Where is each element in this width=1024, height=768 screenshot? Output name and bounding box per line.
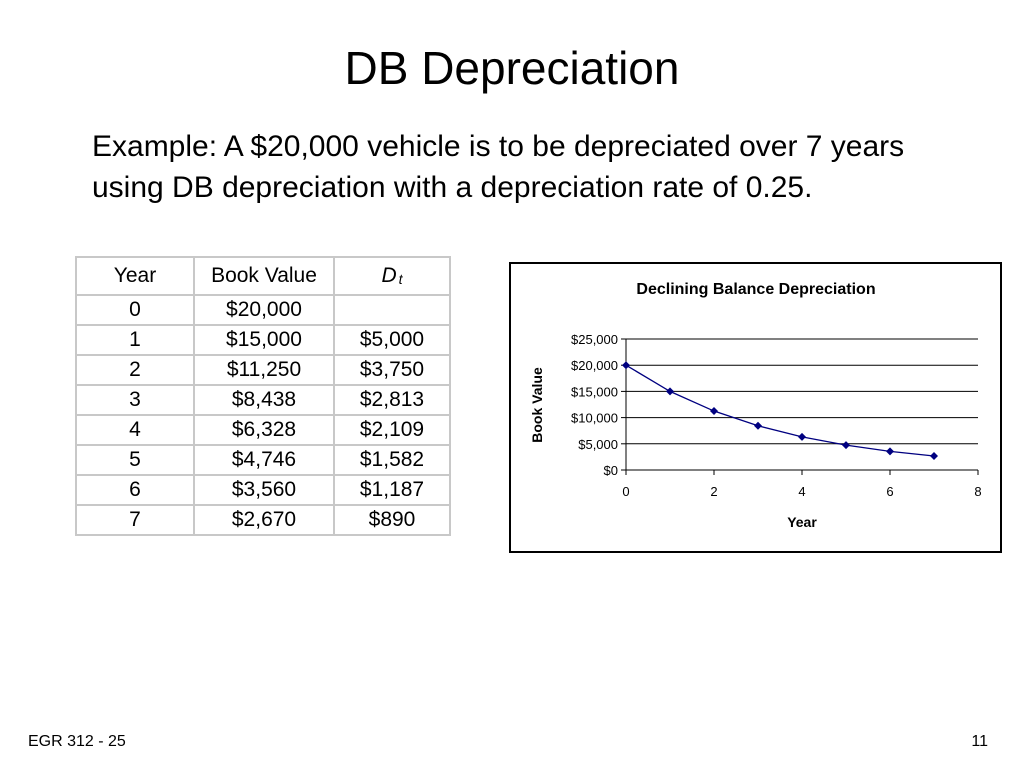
header-dt-main: D: [381, 264, 397, 287]
series-line: [626, 365, 934, 456]
cell-book-value: $4,746: [194, 445, 334, 475]
table-row: [76, 505, 450, 535]
x-tick-label: 4: [798, 484, 806, 499]
cell-depreciation: $1,582: [334, 445, 450, 475]
cell-book-value: $8,438: [194, 385, 334, 415]
cell-depreciation: $890: [334, 505, 450, 535]
table-row: [76, 475, 450, 505]
table-header-row: [76, 257, 450, 295]
data-point-marker: [842, 441, 850, 449]
y-tick-label: $20,000: [571, 358, 618, 374]
cell-depreciation: $2,109: [334, 415, 450, 445]
x-tick-label: 8: [974, 484, 982, 499]
cell-depreciation: $1,187: [334, 475, 450, 505]
y-tick-label: $0: [603, 463, 618, 478]
example-text: Example: A $20,000 vehicle is to be depreciated over 7 years using DB depreciation with a depreciation rate of 0.25.: [92, 130, 905, 204]
y-axis-label: Book Value: [529, 367, 545, 443]
book-value-chart: [511, 264, 1000, 551]
table-row: [76, 385, 450, 415]
table-row: [76, 325, 450, 355]
cell-depreciation: [334, 295, 450, 325]
cell-book-value: $20,000: [194, 295, 334, 325]
header-year: Year: [76, 257, 194, 295]
chart-frame: [509, 262, 1002, 553]
y-tick-label: $10,000: [571, 410, 618, 426]
cell-book-value: $6,328: [194, 415, 334, 445]
data-point-marker: [886, 447, 894, 455]
y-tick-label: $15,000: [571, 384, 618, 400]
cell-year: 0: [76, 295, 194, 325]
header-depreciation: [334, 257, 450, 295]
cell-depreciation: $5,000: [334, 325, 450, 355]
cell-year: 4: [76, 415, 194, 445]
header-dt-sub: t: [398, 271, 403, 287]
data-point-marker: [754, 422, 762, 430]
header-book-value: Book Value: [194, 257, 334, 295]
x-axis-label: Year: [787, 514, 817, 530]
cell-book-value: $11,250: [194, 355, 334, 385]
cell-year: 5: [76, 445, 194, 475]
x-tick-label: 6: [886, 484, 894, 499]
y-tick-label: $25,000: [571, 332, 618, 347]
cell-depreciation: $3,750: [334, 355, 450, 385]
x-tick-label: 2: [710, 484, 718, 499]
y-tick-label: $5,000: [578, 436, 618, 452]
data-point-marker: [622, 361, 630, 369]
cell-year: 7: [76, 505, 194, 535]
cell-year: 3: [76, 385, 194, 415]
cell-year: 6: [76, 475, 194, 505]
data-point-marker: [710, 407, 718, 415]
table-row: [76, 445, 450, 475]
chart-title: Declining Balance Depreciation: [636, 281, 876, 298]
x-tick-label: 0: [622, 484, 630, 499]
cell-book-value: $15,000: [194, 325, 334, 355]
table-row: [76, 295, 450, 325]
cell-year: 1: [76, 325, 194, 355]
table-row: [76, 355, 450, 385]
data-point-marker: [798, 433, 806, 441]
cell-year: 2: [76, 355, 194, 385]
data-point-marker: [930, 452, 938, 460]
footer-course: EGR 312 - 25: [28, 733, 126, 750]
cell-book-value: $2,670: [194, 505, 334, 535]
table-row: [76, 415, 450, 445]
slide-number: 11: [971, 733, 988, 750]
data-point-marker: [666, 387, 674, 395]
cell-depreciation: $2,813: [334, 385, 450, 415]
depreciation-table: [75, 256, 451, 536]
cell-book-value: $3,560: [194, 475, 334, 505]
slide-title: DB Depreciation: [344, 42, 680, 94]
